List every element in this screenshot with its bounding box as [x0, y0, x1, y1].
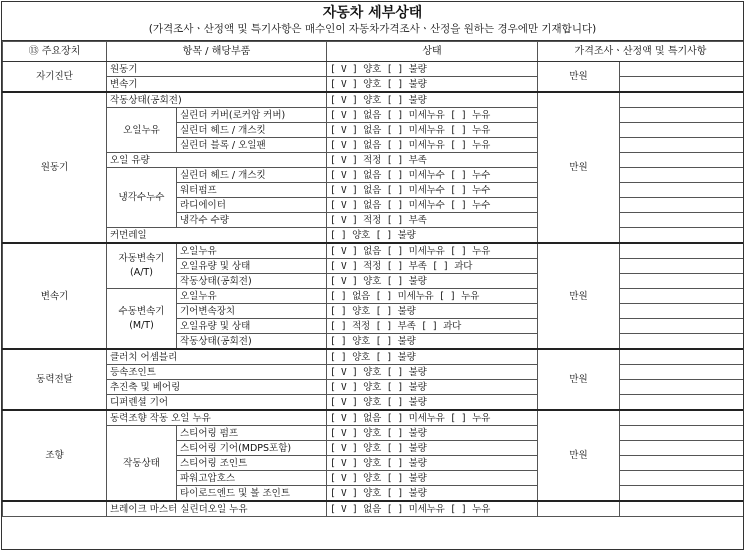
item-label: 파워고압호스 [177, 471, 327, 486]
item-label: 실린더 커버(로커암 커버) [177, 108, 327, 123]
note-field[interactable] [620, 92, 744, 108]
item-label: 오일유량 및 상태 [177, 319, 327, 334]
status-checkbox[interactable]: [ V ] 적정 [ ] 부족 [327, 213, 538, 228]
item-label: 스티어링 조인트 [177, 456, 327, 471]
group-auto-transmission: 자동변속기 (A/T) [107, 243, 177, 289]
price-field[interactable]: 만원 [538, 62, 620, 93]
status-checkbox[interactable]: [ V ] 없음 [ ] 미세누유 [ ] 누유 [327, 243, 538, 259]
status-checkbox[interactable]: [ V ] 없음 [ ] 미세누수 [ ] 누수 [327, 198, 538, 213]
note-field[interactable] [620, 486, 744, 502]
price-field[interactable]: 만원 [538, 410, 620, 501]
section-steering: 조향 [3, 410, 107, 501]
item-label: 클러치 어셈블리 [107, 349, 327, 365]
status-checkbox[interactable]: [ V ] 양호 [ ] 불량 [327, 274, 538, 289]
item-label: 라디에이터 [177, 198, 327, 213]
item-label: 원동기 [107, 62, 327, 77]
item-label: 브레이크 마스터 실린더오일 누유 [107, 501, 327, 517]
table-row [3, 153, 744, 168]
table-row [3, 108, 744, 123]
note-field[interactable] [620, 213, 744, 228]
price-field[interactable]: 만원 [538, 243, 620, 349]
note-field[interactable] [620, 228, 744, 244]
section-braking [3, 501, 107, 517]
status-checkbox[interactable]: [ V ] 양호 [ ] 불량 [327, 77, 538, 93]
note-field[interactable] [620, 501, 744, 517]
price-field[interactable]: 만원 [538, 349, 620, 410]
status-checkbox[interactable]: [ V ] 없음 [ ] 미세누유 [ ] 누유 [327, 108, 538, 123]
table-row [3, 349, 744, 365]
item-label: 냉각수 수량 [177, 213, 327, 228]
item-label: 추진축 및 베어링 [107, 380, 327, 395]
price-field[interactable]: 만원 [538, 92, 620, 243]
table-row [3, 426, 744, 441]
item-label: 작동상태(공회전) [177, 274, 327, 289]
status-checkbox[interactable]: [ V ] 적정 [ ] 부족 [327, 153, 538, 168]
title-area [2, 2, 743, 41]
status-checkbox[interactable]: [ V ] 양호 [ ] 불량 [327, 365, 538, 380]
status-checkbox[interactable]: [ V ] 없음 [ ] 미세누수 [ ] 누수 [327, 183, 538, 198]
note-field[interactable] [620, 274, 744, 289]
form-subtitle: (가격조사ㆍ산정액 및 특기사항은 매수인이 자동차가격조사ㆍ산정을 원하는 경우에만 기재합니다) [148, 23, 597, 35]
status-checkbox[interactable]: [ V ] 없음 [ ] 미세누수 [ ] 누수 [327, 168, 538, 183]
note-field[interactable] [620, 259, 744, 274]
note-field[interactable] [620, 334, 744, 350]
status-checkbox[interactable]: [ V ] 없음 [ ] 미세누유 [ ] 누유 [327, 123, 538, 138]
status-checkbox[interactable]: [ V ] 양호 [ ] 불량 [327, 426, 538, 441]
item-label: 실린더 헤드 / 개스킷 [177, 123, 327, 138]
price-field[interactable] [538, 501, 620, 517]
note-field[interactable] [620, 198, 744, 213]
header-price-note: 가격조사ㆍ산정액 및 특기사항 [538, 42, 744, 62]
section-power-transmission: 동력전달 [3, 349, 107, 410]
note-field[interactable] [620, 365, 744, 380]
status-checkbox[interactable]: [ V ] 양호 [ ] 불량 [327, 92, 538, 108]
item-label: 타이로드엔드 및 볼 조인트 [177, 486, 327, 502]
note-field[interactable] [620, 123, 744, 138]
item-label: 작동상태(공회전) [107, 92, 327, 108]
table-row [3, 243, 744, 259]
status-checkbox[interactable]: [ ] 양호 [ ] 불량 [327, 349, 538, 365]
header-status: 상태 [327, 42, 538, 62]
note-field[interactable] [620, 62, 744, 77]
table-row [3, 228, 744, 244]
table-row [3, 77, 744, 93]
inspection-table [2, 41, 744, 517]
item-label: 등속조인트 [107, 365, 327, 380]
status-checkbox[interactable]: [ V ] 없음 [ ] 미세누유 [ ] 누유 [327, 410, 538, 426]
note-field[interactable] [620, 289, 744, 304]
status-checkbox[interactable]: [ V ] 없음 [ ] 미세누유 [ ] 누유 [327, 138, 538, 153]
note-field[interactable] [620, 77, 744, 93]
note-field[interactable] [620, 441, 744, 456]
status-checkbox[interactable]: [ V ] 양호 [ ] 불량 [327, 62, 538, 77]
item-label: 커먼레일 [107, 228, 327, 244]
group-manual-transmission: 수동변속기 (M/T) [107, 289, 177, 350]
note-field[interactable] [620, 168, 744, 183]
note-field[interactable] [620, 183, 744, 198]
table-row [3, 289, 744, 304]
item-label: 오일 유량 [107, 153, 327, 168]
table-row [3, 501, 744, 517]
item-label: 실린더 블록 / 오일팬 [177, 138, 327, 153]
header-main-device: ⑬ 주요장치 [3, 42, 107, 62]
item-label: 오일누유 [177, 289, 327, 304]
status-checkbox[interactable]: [ ] 적정 [ ] 부족 [ ] 과다 [327, 319, 538, 334]
table-row [3, 168, 744, 183]
item-label: 스티어링 기어(MDPS포함) [177, 441, 327, 456]
status-checkbox[interactable]: [ V ] 양호 [ ] 불량 [327, 471, 538, 486]
item-label: 워터펌프 [177, 183, 327, 198]
note-field[interactable] [620, 138, 744, 153]
item-label: 변속기 [107, 77, 327, 93]
form-title: 자동차 세부상태 [322, 5, 423, 21]
table-row [3, 365, 744, 380]
item-label: 디퍼렌셜 기어 [107, 395, 327, 411]
item-label: 기어변속장치 [177, 304, 327, 319]
note-field[interactable] [620, 108, 744, 123]
header-item: 항목 / 해당부품 [107, 42, 327, 62]
status-checkbox[interactable]: [ V ] 양호 [ ] 불량 [327, 486, 538, 502]
note-field[interactable] [620, 349, 744, 365]
item-label: 스티어링 펌프 [177, 426, 327, 441]
table-row [3, 62, 744, 77]
section-engine: 원동기 [3, 92, 107, 243]
status-checkbox[interactable]: [ ] 양호 [ ] 불량 [327, 228, 538, 244]
note-field[interactable] [620, 456, 744, 471]
table-row [3, 92, 744, 108]
note-field[interactable] [620, 319, 744, 334]
header-row [3, 42, 744, 62]
section-transmission: 변속기 [3, 243, 107, 349]
table-row [3, 395, 744, 411]
status-checkbox[interactable]: [ V ] 양호 [ ] 불량 [327, 456, 538, 471]
status-checkbox[interactable]: [ ] 양호 [ ] 불량 [327, 334, 538, 350]
group-operation-status: 작동상태 [107, 426, 177, 502]
group-oil-leak: 오일누유 [107, 108, 177, 153]
status-checkbox[interactable]: [ V ] 양호 [ ] 불량 [327, 395, 538, 411]
note-field[interactable] [620, 243, 744, 259]
status-checkbox[interactable]: [ V ] 없음 [ ] 미세누유 [ ] 누유 [327, 501, 538, 517]
status-checkbox[interactable]: [ ] 양호 [ ] 불량 [327, 304, 538, 319]
item-label: 오일누유 [177, 243, 327, 259]
item-label: 오일유량 및 상태 [177, 259, 327, 274]
note-field[interactable] [620, 471, 744, 486]
vehicle-detail-status-form [1, 1, 744, 550]
section-self-diagnosis: 자기진단 [3, 62, 107, 93]
note-field[interactable] [620, 304, 744, 319]
item-label: 작동상태(공회전) [177, 334, 327, 350]
note-field[interactable] [620, 410, 744, 426]
note-field[interactable] [620, 426, 744, 441]
status-checkbox[interactable]: [ ] 없음 [ ] 미세누유 [ ] 누유 [327, 289, 538, 304]
status-checkbox[interactable]: [ V ] 양호 [ ] 불량 [327, 380, 538, 395]
item-label: 실린더 헤드 / 개스킷 [177, 168, 327, 183]
status-checkbox[interactable]: [ V ] 양호 [ ] 불량 [327, 441, 538, 456]
group-coolant-leak: 냉각수누수 [107, 168, 177, 228]
note-field[interactable] [620, 380, 744, 395]
note-field[interactable] [620, 395, 744, 411]
status-checkbox[interactable]: [ V ] 적정 [ ] 부족 [ ] 과다 [327, 259, 538, 274]
item-label: 동력조향 작동 오일 누유 [107, 410, 327, 426]
note-field[interactable] [620, 153, 744, 168]
table-row [3, 410, 744, 426]
table-row [3, 380, 744, 395]
